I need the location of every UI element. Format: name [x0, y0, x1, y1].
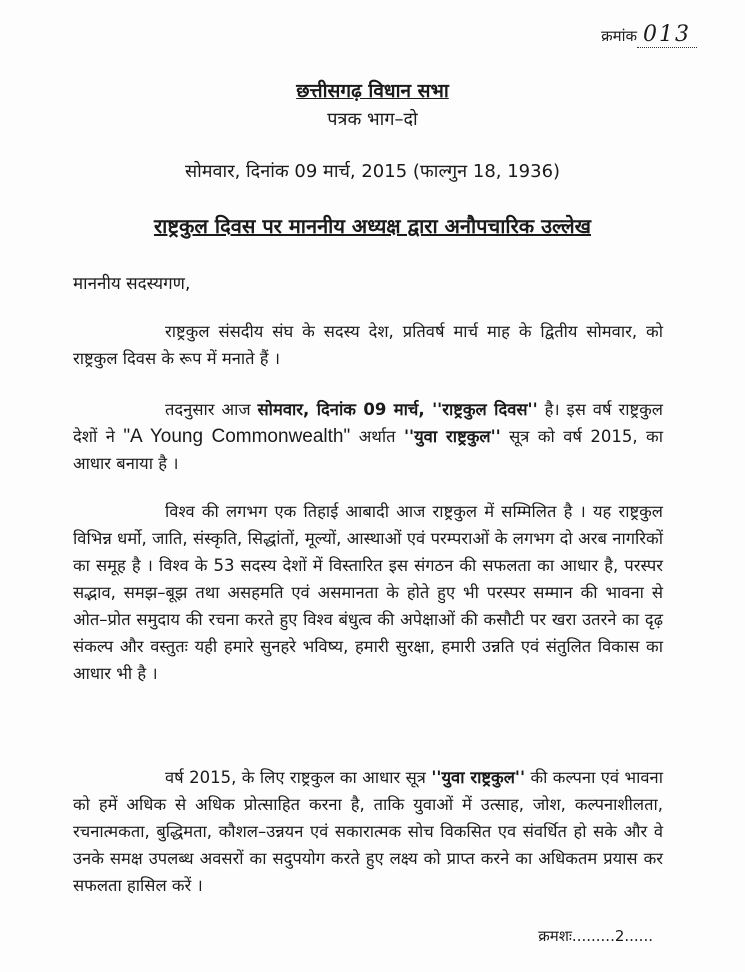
date-line: सोमवार, दिनांक 09 मार्च, 2015 (फाल्गुन 18, 1936) — [184, 161, 561, 182]
paragraph-1 — [73, 318, 663, 372]
paragraph-1-text: राष्ट्रकुल संसदीय संघ के सदस्य देश, प्रतिवर्ष मार्च माह के द्वितीय सोमवार, को राष्ट्रकुल दिवस के रूप में मनाते हैं । — [73, 322, 663, 368]
paragraph-3 — [73, 498, 663, 687]
paragraph-2-bold-theme: ''युवा राष्ट्रकुल'' — [403, 427, 501, 446]
paragraph-2-bold-date: सोमवार, दिनांक 09 मार्च, ''राष्ट्रकुल दिवस'' — [257, 400, 538, 419]
bulletin-subtitle: पत्रक भाग–दो — [327, 109, 418, 130]
serial-handwritten-number: 013 — [637, 22, 697, 48]
paragraph-4-bold-theme: ''युवा राष्ट्रकुल'' — [431, 768, 526, 787]
serial-label: क्रमांक — [601, 27, 637, 45]
subject-heading: राष्ट्रकुल दिवस पर माननीय अध्यक्ष द्वारा अनौपचारिक उल्लेख — [154, 214, 591, 238]
salutation: माननीय सदस्यगण, — [73, 274, 191, 294]
continued-marker: क्रमशः.........2...... — [538, 927, 653, 945]
document-header — [0, 78, 745, 132]
paragraph-2-text-c: अर्थात — [350, 427, 404, 446]
paragraph-4 — [73, 764, 663, 899]
paragraph-2-theme-english: "A Young Commonwealth" — [123, 426, 351, 447]
assembly-title: छत्तीसगढ़ विधान सभा — [296, 80, 449, 102]
paragraph-2-text-b: है। इस वर्ष राष्ट्रकुल देशों ने — [73, 400, 663, 446]
paragraph-2-text-a: तदनुसार आज — [165, 400, 258, 419]
paragraph-4-text-a: वर्ष 2015, के लिए राष्ट्रकुल का आधार सूत्र — [165, 768, 432, 787]
serial-number — [601, 22, 697, 47]
paragraph-4-text-b: की कल्पना एवं भावना को हमें अधिक से अधिक प्रोत्साहित करना है, ताकि युवाओं में उत्साह, जोश, कल्पनाशीलता, रचनात्मकता, बुद्धिमता, कौशल–उन्नयन एवं सकारात्मक सोच विकसित एव संवर्धित हो सके और वे उनके समक्ष उपलब्ध अवसरों का सदुपयोग करते हुए लक्ष्य को प्राप्त करने का अधिकतम प्रयास कर सफलता हासिल करें । — [73, 768, 663, 895]
paragraph-2-text-d: सूत्र को वर्ष 2015, का आधार बनाया है । — [73, 427, 663, 473]
paragraph-2 — [73, 396, 663, 477]
paragraph-3-text: विश्व की लगभग एक तिहाई आबादी आज राष्ट्रकुल में सम्मिलित है । यह राष्ट्रकुल विभिन्न धर्मो, जाति, संस्कृति, सिद्धांतों, मूल्यों, आस्थाओं एवं परम्पराओं के लगभग दो अरब नागरिकों का समूह है । विश्व के 53 सदस्य देशों में विस्तारित इस संगठन की सफलता का आधार है, परस्पर सद्भाव, समझ–बूझ तथा असहमति एवं असमानता के होते हुए भी परस्पर सम्मान की भावना से ओत–प्रोत समुदाय की रचना करते हुए विश्व बंधुत्व की अपेक्षाओं की कसौटी पर खरा उतरने का दृढ़ संकल्प और वस्तुतः यही हमारे सुनहरे भविष्य, हमारी सुरक्षा, हमारी उन्नति एवं संतुलित विकास का आधार भी है । — [73, 502, 663, 683]
